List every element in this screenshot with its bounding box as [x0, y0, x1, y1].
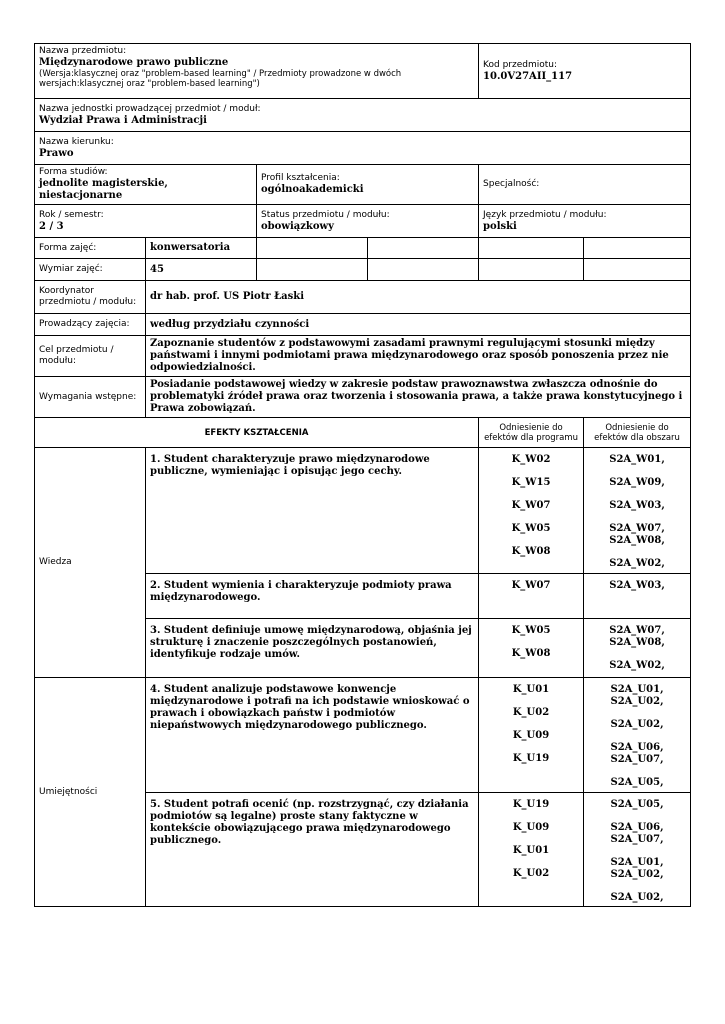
- requirements-value-cell: [146, 377, 691, 418]
- class-form-label-cell: [35, 238, 146, 259]
- col-program-cell: [479, 418, 584, 448]
- program-codes: [479, 619, 584, 678]
- teacher-row: [35, 314, 691, 336]
- effect-text: 4. Student analizuje podstawowe konwencje międzynarodowe i potrafi na ich podstawie wnioskować o prawach i obowiązkach państw i podmiotów niepaństwowych międzynarodowego publicznego.: [146, 678, 479, 793]
- program-code: K_W08: [511, 546, 551, 557]
- effect-row: [35, 678, 691, 793]
- class-hours-label-cell: [35, 259, 146, 281]
- area-code: S2A_U06,: [610, 822, 664, 833]
- goal-value-cell: [146, 336, 691, 377]
- program-code: K_U09: [512, 822, 550, 833]
- area-code: S2A_W08,: [609, 535, 665, 546]
- field-label: Nazwa kierunku:: [39, 136, 114, 147]
- empty-cell: [368, 259, 479, 281]
- program-codes: [479, 793, 584, 907]
- effect-text: 5. Student potrafi ocenić (np. rozstrzygnąć, czy działania podmiotów są legalne) proste stany faktyczne w kontekście obowiązującego prawa międzynarodowego publicznego.: [146, 793, 479, 907]
- code-cell: [479, 44, 691, 99]
- specialty-cell: [479, 165, 691, 205]
- goal-label-cell: [35, 336, 146, 377]
- teacher-value-cell: [146, 314, 691, 336]
- unit-label: Nazwa jednostki prowadzącej przedmiot / moduł:: [39, 103, 261, 114]
- area-code: S2A_U01,: [610, 684, 664, 695]
- coordinator-value-cell: [146, 281, 691, 314]
- empty-cell: [479, 259, 584, 281]
- area-code: S2A_W03,: [609, 580, 665, 591]
- goal-label: Cel przedmiotu / modułu:: [39, 345, 114, 366]
- area-codes: [584, 619, 691, 678]
- profile-cell: [257, 165, 479, 205]
- empty-cell: [368, 238, 479, 259]
- empty-cell: [479, 238, 584, 259]
- program-code: K_U01: [512, 845, 550, 856]
- area-code: S2A_U02,: [610, 719, 664, 730]
- area-codes: [584, 574, 691, 619]
- area-code: S2A_U02,: [610, 869, 664, 880]
- goal-value: Zapoznanie studentów z podstawowymi zasadami prawnymi regulującymi stosunki między państwami i innymi podmiotami prawa międzynarodowego oraz sposób ponoszenia przez nie odpowiedzialności.: [150, 338, 669, 373]
- language-value: polski: [483, 220, 517, 232]
- class-hours-value-cell: [146, 259, 257, 281]
- study-form-label: Forma studiów:: [39, 167, 108, 177]
- subject-note: (Wersja:klasycznej oraz "problem-based learning" / Przedmioty prowadzone w dwóch wersjach:klasycznej oraz "problem-based learning"): [39, 69, 402, 89]
- area-code: S2A_W07,: [609, 625, 665, 636]
- study-form-cell: [35, 165, 257, 205]
- year-value: 2 / 3: [39, 220, 64, 232]
- teacher-value: według przydziału czynności: [150, 318, 310, 330]
- teacher-label: Prowadzący zajęcia:: [39, 319, 130, 329]
- area-code: S2A_U02,: [610, 696, 664, 707]
- profile-value: ogólnoakademicki: [261, 184, 364, 195]
- area-code: S2A_W07,: [609, 523, 665, 534]
- specialty-label: Specjalność:: [483, 179, 540, 189]
- year-cell: [35, 205, 257, 238]
- empty-cell: [257, 238, 368, 259]
- col-area-header: Odniesienie do efektów dla obszaru: [594, 422, 680, 443]
- empty-cell: [584, 238, 691, 259]
- coordinator-label-cell: [35, 281, 146, 314]
- status-cell: [257, 205, 479, 238]
- empty-cell: [257, 259, 368, 281]
- program-code: K_U19: [512, 753, 550, 764]
- unit-cell: [35, 99, 691, 132]
- area-codes: [584, 678, 691, 793]
- program-code: K_W02: [511, 454, 551, 465]
- study-form-value: jednolite magisterskie, niestacjonarne: [39, 178, 168, 201]
- coordinator-label: Koordynator przedmiotu / modułu:: [39, 286, 137, 307]
- subject-row: [35, 44, 691, 99]
- class-hours-row: [35, 259, 691, 281]
- field-cell: [35, 132, 691, 165]
- program-code: K_U02: [512, 868, 550, 879]
- language-cell: [479, 205, 691, 238]
- program-code: K_W07: [511, 580, 551, 591]
- study-row: [35, 165, 691, 205]
- teacher-label-cell: [35, 314, 146, 336]
- effects-title-cell: [35, 418, 479, 448]
- subject-cell: [35, 44, 479, 99]
- class-form-label: Forma zajęć:: [39, 242, 97, 253]
- program-code: K_U02: [512, 707, 550, 718]
- coordinator-row: [35, 281, 691, 314]
- area-code: S2A_U05,: [610, 777, 664, 788]
- goal-row: [35, 336, 691, 377]
- class-form-value: konwersatoria: [150, 242, 231, 253]
- area-code: S2A_W02,: [609, 660, 665, 671]
- program-code: K_W07: [511, 500, 551, 511]
- group-wiedza-label: Wiedza: [39, 557, 72, 567]
- field-row: [35, 132, 691, 165]
- program-code: K_U01: [512, 684, 550, 695]
- unit-row: [35, 99, 691, 132]
- course-info-table: [34, 43, 691, 907]
- empty-cell: [584, 259, 691, 281]
- area-code: S2A_U02,: [610, 892, 664, 903]
- program-codes: [479, 574, 584, 619]
- course-card: [34, 43, 690, 907]
- area-code: S2A_U01,: [610, 857, 664, 868]
- area-code: S2A_W02,: [609, 558, 665, 569]
- code-label: Kod przedmiotu:: [483, 59, 557, 70]
- language-label: Język przedmiotu / modułu:: [483, 209, 607, 220]
- group-skills-label: Umiejętności: [39, 786, 98, 797]
- col-area-cell: [584, 418, 691, 448]
- unit-value: Wydział Prawa i Administracji: [39, 114, 207, 126]
- effect-row: [35, 448, 691, 574]
- requirements-label: Wymagania wstępne:: [39, 391, 137, 402]
- requirements-label-cell: [35, 377, 146, 418]
- program-code: K_W05: [511, 625, 551, 636]
- area-code: S2A_W09,: [609, 477, 665, 488]
- effects-title: EFEKTY KSZTAŁCENIA: [204, 427, 309, 438]
- status-label: Status przedmiotu / modułu:: [261, 209, 390, 220]
- area-code: S2A_U06,: [610, 742, 664, 753]
- group-wiedza-cell: [35, 448, 146, 678]
- class-hours-value: 45: [150, 263, 164, 275]
- col-program-header: Odniesienie do efektów dla programu: [484, 422, 578, 443]
- year-row: [35, 205, 691, 238]
- program-code: K_U09: [512, 730, 550, 741]
- area-codes: [584, 448, 691, 574]
- program-code: K_W08: [511, 648, 551, 659]
- area-code: S2A_W01,: [609, 454, 665, 465]
- area-code: S2A_W08,: [609, 637, 665, 648]
- area-codes: [584, 793, 691, 907]
- code-value: 10.0V27AII_117: [483, 70, 573, 82]
- class-hours-label: Wymiar zajęć:: [39, 264, 103, 274]
- year-label: Rok / semestr:: [39, 209, 104, 220]
- effect-text: 3. Student definiuje umowę międzynarodową, objaśnia jej strukturę i znaczenie poszczególnych postanowień, identyfikuje rodzaje umów.: [146, 619, 479, 678]
- status-value: obowiązkowy: [261, 220, 334, 232]
- field-value: Prawo: [39, 147, 74, 159]
- group-skills-cell: [35, 678, 146, 907]
- area-code: S2A_U07,: [610, 754, 664, 765]
- class-form-row: [35, 238, 691, 259]
- program-code: K_U19: [512, 799, 550, 810]
- class-form-value-cell: [146, 238, 257, 259]
- effects-header-row: [35, 418, 691, 448]
- area-code: S2A_U05,: [610, 799, 664, 810]
- area-code: S2A_U07,: [610, 834, 664, 845]
- program-codes: [479, 678, 584, 793]
- subject-name: Międzynarodowe prawo publiczne: [39, 57, 229, 68]
- program-codes: [479, 448, 584, 574]
- subject-label: Nazwa przedmiotu:: [39, 46, 127, 56]
- program-code: K_W05: [511, 523, 551, 534]
- area-code: S2A_W03,: [609, 500, 665, 511]
- effect-text: 1. Student charakteryzuje prawo międzynarodowe publiczne, wymieniając i opisując jego cechy.: [146, 448, 479, 574]
- coordinator-value: dr hab. prof. US Piotr Łaski: [150, 291, 305, 302]
- requirements-row: [35, 377, 691, 418]
- profile-label: Profil kształcenia:: [261, 173, 340, 183]
- program-code: K_W15: [511, 477, 551, 488]
- requirements-value: Posiadanie podstawowej wiedzy w zakresie podstaw prawoznawstwa zwłaszcza odnośnie do problematyki źródeł prawa oraz tworzenia i stosowania prawa, a także prawa konstytucyjnego i Prawa zobowiązań.: [150, 379, 683, 414]
- effect-text: 2. Student wymienia i charakteryzuje podmioty prawa międzynarodowego.: [146, 574, 479, 619]
